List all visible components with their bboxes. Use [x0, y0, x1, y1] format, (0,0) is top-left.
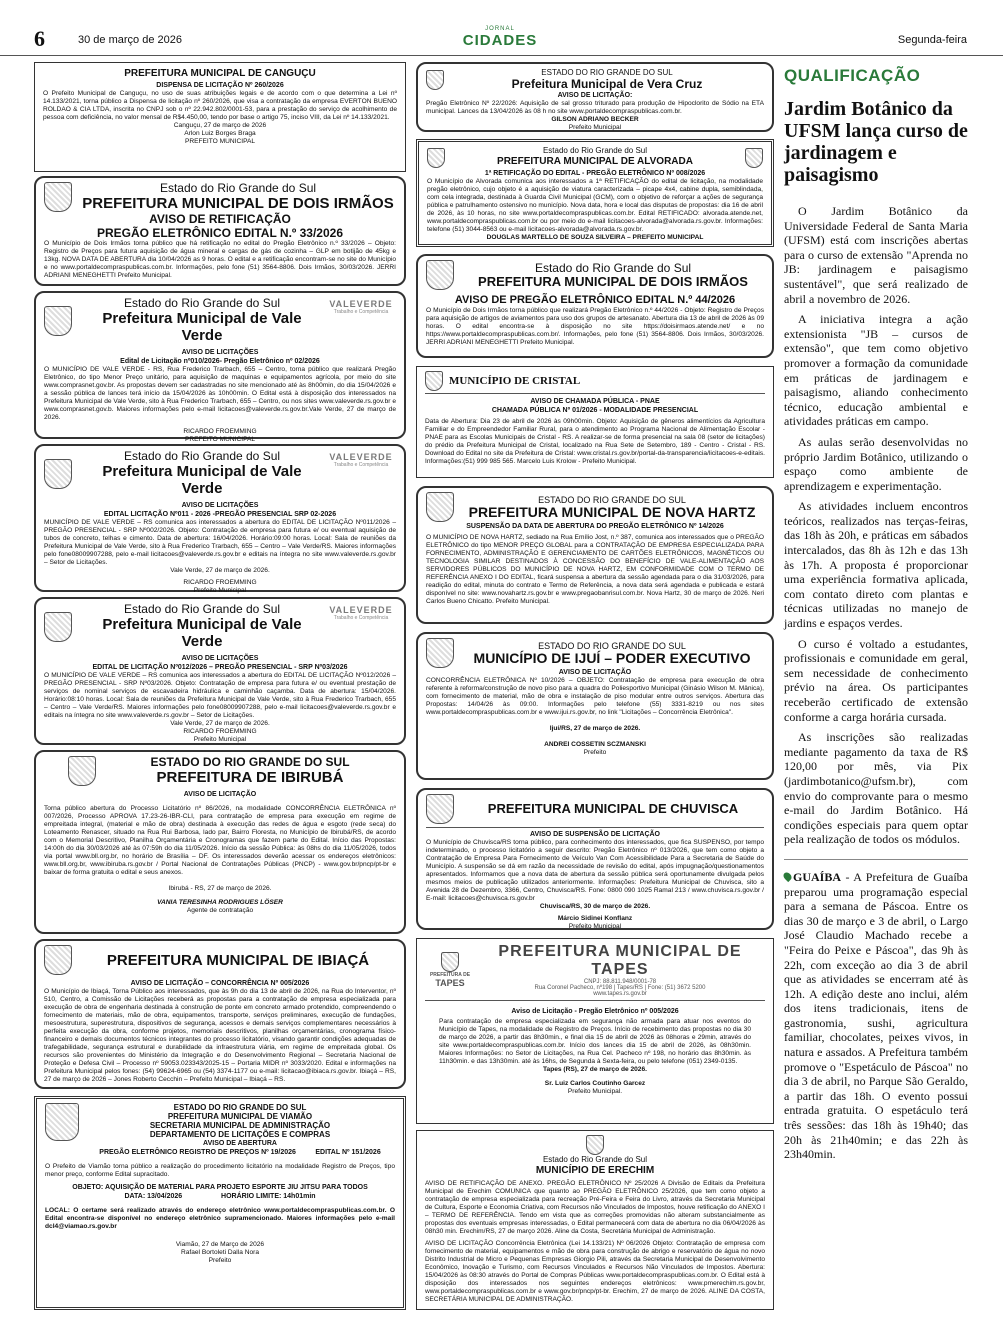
- notice-signer: GILSON ADRIANO BECKER: [551, 116, 639, 123]
- municipal-crest-icon: [426, 492, 454, 522]
- notice-body: Para contratação de empresa especializada em segurança não armada para atuar nos eventos do Município de Tapes, na modalidade de Registro de Preços. Início de recebimento das propostas no dia 30 de março de 2026, a partir das 8h30min., e final dia 15 de abril de 2026 às 08horas e 29min, através do site www.portaldecompraspublicas.com.br. Início dos lances dia 15 de abril de 2026, às 08h30min. Maiores Informações: no Setor de Licitações, na Rua Cel. Pacheco nº 198, no horário das 8h30min. às 11h30min. e das 13h30min. até às 16hs, de Segunda à Sexta-feira, ou pelo telefone (051) 2349-0135.: [439, 1018, 751, 1065]
- notice-title: Prefeitura Municipal de Vale Verde: [102, 310, 302, 344]
- notice-title: Prefeitura Municipal de Vale Verde: [102, 463, 302, 497]
- notice-subtitle: SUSPENSÃO DA DATA DE ABERTURA DO PREGÃO ELETRÔNICO Nº 14/2026: [466, 523, 724, 530]
- municipal-crest-icon: [426, 260, 454, 290]
- notice-body: O Prefeito de Viamão torna público a realização do procedimento licitatório na modalidade Registro de Preços, tipo menor preço, conforme Edital supracitado.: [45, 1163, 395, 1178]
- header-weekday: Segunda-feira: [897, 34, 967, 46]
- logo-small: JORNAL: [485, 26, 515, 32]
- notice-cangucu: [34, 62, 406, 172]
- notice-line: AVISO DE ABERTURA: [203, 1140, 277, 1147]
- notice-title: PREFEITURA MUNICIPAL DE CHUVISCA: [487, 801, 739, 816]
- notice-role: PREFEITO MUNICIPAL: [184, 138, 256, 145]
- notice-ijui: [416, 632, 774, 780]
- notice-signer: DOUGLAS MARTELLO DE SOUZA SILVEIRA – PREFEITO MUNICIPAL: [486, 234, 704, 241]
- notice-state: ESTADO DO RIO GRANDE DO SUL: [538, 641, 686, 651]
- notice-date: Ijuí/RS, 27 de março de 2026.: [549, 725, 641, 732]
- notice-role: Prefeito Municipal: [193, 587, 247, 594]
- notice-ibiaca: [34, 939, 406, 1089]
- section-title: QUALIFICAÇÃO: [784, 66, 921, 85]
- notice-subtitle: EDITAL LICITAÇÃO Nº011 - 2026 -PREGÃO PRESENCIAL SRP 02-2026: [103, 511, 337, 518]
- notice-subtitle: AVISO DE LICITAÇÃO:: [557, 92, 633, 99]
- notice-state: Estado do Rio Grande do Sul: [123, 602, 281, 616]
- notice-title: PREFEITURA MUNICIPAL DE IBIAÇÁ: [106, 951, 370, 969]
- notice-subtitle: PREGÃO ELETRÔNICO EDITAL N.º 33/2026: [97, 226, 343, 240]
- notice-title: PREFEITURA MUNICIPAL DE VIAMÃO: [167, 1112, 313, 1121]
- notice-vale-verde-011: [34, 444, 406, 592]
- notice-nova-hartz: [416, 486, 774, 624]
- notice-vale-verde-012: [34, 597, 406, 745]
- notice-dois-irmaos-33: [34, 176, 406, 286]
- brief-paragraph: [784, 870, 968, 1162]
- notice-state: Estado do Rio Grande do Sul: [542, 1155, 648, 1164]
- notice-subtitle: Aviso de Licitação - Pregão Eletrônico nº 005/2026: [511, 1008, 679, 1015]
- notice-state: Estado do Rio Grande do Sul: [534, 260, 692, 275]
- logo-big: CIDADES: [462, 32, 538, 49]
- notice-cristal: [416, 366, 774, 478]
- notice-subtitle: AVISO DE LICITAÇÃO: [558, 669, 632, 676]
- notice-body: O MUNICÍPIO DE VALE VERDE – RS comunica aos interessados a abertura do EDITAL DE LICITAÇÃO Nº012/2026 – PREGÃO PRESENCIAL - SRP Nº03/2026. Objeto: Contratação de empresa para futura e/ ou eventual prestação de serviços de nominal serviços de escavadeira hidráulica e caminhão caçamba. Data de abertura: 15/04/2026. Horário:08:10 horas. Local: Sala de reuniões da Prefeitura Municipal de Vale Verde, sito à Rua Frederico Trarbach, 655 – Centro – Vale Verde/RS. Maiores informações pelo fone08009907288, pelo e-mail licitacoes@valeverde.rs.gov.br e editais na íntegra no site www.valeverde.rs.gov.br – Setor de Licitações.: [44, 672, 396, 719]
- article-paragraph: O curso é voltado a estudantes, profissionais e comunidade em geral, sem necessidade de conhecimento prévio na área. Os participantes receberão certificado de extensão conforme a carga horária cursada.: [784, 636, 968, 724]
- notice-subtitle: AVISO DE CHAMADA PÚBLICA - PNAE: [530, 398, 660, 405]
- notice-title: PREFEITURA MUNICIPAL DE TAPES: [498, 943, 742, 978]
- tapes-logo: PREFEITURA DE TAPES: [425, 952, 475, 988]
- municipal-crest-icon: [427, 148, 445, 168]
- notice-title: PREFEITURA MUNICIPAL DE CANGUÇU: [124, 68, 316, 79]
- notice-subtitle: AVISO DE LICITAÇÕES: [181, 655, 259, 662]
- notice-subtitle: Edital de Licitação nº010/2026- Pregão Eletrônico nº 02/2026: [120, 358, 320, 365]
- notice-title: PREFEITURA MUNICIPAL DE ALVORADA: [497, 156, 693, 167]
- notice-role: Prefeito Municipal: [568, 124, 622, 131]
- municipal-crest-icon: [44, 306, 72, 336]
- municipal-crest-icon: [44, 459, 72, 489]
- notice-subtitle: AVISO DE SUSPENSÃO DE LICITAÇÃO: [529, 831, 661, 838]
- brief-place: GUAÍBA: [793, 869, 842, 884]
- notice-title: Prefeitura Municipal de Vera Cruz: [511, 77, 703, 91]
- notice-erechim: [416, 1130, 774, 1310]
- notice-contact: www.tapes.rs.gov.br: [593, 991, 647, 997]
- notice-body: O Prefeito Municipal de Canguçu, no uso de suas atribuições legais e de acordo com o que determina a Lei nº 14.133/2021, torna público a Dispensa de licitação nº 260/2026, que visa a contratação da empresa EVERTON BUENO ROLDAO & CIA LTDA, inscrita no CNPJ sob o nº 22.942.802/0001-53, para a prestação do serviço de acolhimento de pessoa com deficiência, no valor mensal de R$4.450,00, tendo por base o artigo 75, inciso VIII, da Lei nº 14.133/2021.: [43, 90, 397, 121]
- notice-vera-cruz: [416, 62, 774, 132]
- notice-subtitle: AVISO DE LICITAÇÕES: [181, 502, 259, 509]
- notice-alvorada: [416, 139, 774, 247]
- notice-subtitle: EDITAL DE LICITAÇÃO Nº012/2026 – PREGÃO PRESENCIAL - SRP Nº03/2026: [92, 664, 348, 671]
- notice-viamao: [34, 1096, 406, 1310]
- notice-title: Prefeitura Municipal de Vale Verde: [102, 616, 302, 650]
- notice-title: MUNICÍPIO DE CRISTAL: [449, 375, 581, 387]
- notice-contact: CNPJ: 88.811.948/0001-78: [583, 979, 657, 985]
- notice-line: ESTADO DO RIO GRANDE DO SUL: [173, 1103, 307, 1112]
- tapes-letterhead: [425, 943, 765, 1001]
- notice-body: O Município de Dois Irmãos torna público que realizará Pregão Eletrônico n.º 44/2026 - Objeto: Registro de Preços para aquisição de artigos de aviamentos para uso dos grupos de artesanato. Abertura dia 13 de abril de 2026 às 09 horas. O edital encontra-se à disposição no site https://doisirmaos.atende.net/ e no https://www.portaldecompraspublicas.com.br/. Informações, pelo fone (51) 3564-8806. Dois Irmãos, 30/03/2026. JERRI ADRIANI MENEGHETTI Prefeito Municipal.: [426, 307, 764, 346]
- notice-line: DEPARTAMENTO DE LICITAÇÕES E COMPRAS: [149, 1130, 331, 1139]
- header-date: 30 de março de 2026: [78, 34, 182, 46]
- notice-line: SECRETARIA MUNICIPAL DE ADMINISTRAÇÃO: [149, 1121, 331, 1130]
- notice-title: PREFEITURA MUNICIPAL DE DOIS IRMÃOS: [82, 195, 394, 212]
- erechim-head: [425, 1135, 765, 1178]
- notice-body: O MUNICÍPIO DE NOVA HARTZ, sediado na Rua Emílio Jost, n.º 387, comunica aos interessados que o PREGÃO ELETRÔNICO do tipo MENOR PREÇO GLOBAL para a CONTRATAÇÃO DE EMPRESA ESPECIALIZADA PARA FORNECIMENTO, ADMINISTRAÇÃO E GERENCIAMENTO DE CARTÕES ELETRÔNICOS, MAGNÉTICOS OU TECNOLOGIA SIMILAR DESTINADOS À CONCESSÃO DO BENEFÍCIO DE VALE-ALIMENTAÇÃO AOS SERVIDORES PÚBLICOS DO MUNICÍPIO DE NOVA HARTZ, EM CONFORMIDADE COM O TERMO DE REFERÊNCIA ANEXO I DO EDITAL, ficará suspensa a abertura da sessão agendada para o dia 31/03/2026, para readição do edital, minuta do contrato e Termo de Referência, a nova data será agendada e publicada e estará disponível no site: www.novahartz.rs.gov.br e www.pregaobanrisul.com.br. Nova Hartz, 30 de março de 2026. Neri Carlos Bueno Chicatto. Prefeito Municipal.: [426, 534, 764, 605]
- guard-emblem-icon: [745, 148, 763, 168]
- notice-state: Estado do Rio Grande do Sul: [542, 146, 648, 155]
- notice-signer: VANIA TERESINHA RODRIGUES LÖSER: [157, 899, 283, 906]
- notice-date: Chuvisca/RS, 30 de março de 2026.: [539, 903, 651, 910]
- municipal-crest-icon: [44, 182, 72, 212]
- notice-state: Estado do Rio Grande do Sul: [123, 296, 281, 310]
- notice-signer: RICARDO FROEMMING: [183, 579, 257, 586]
- notice-state: Estado do Rio Grande do Sul: [123, 449, 281, 463]
- notice-role: Prefeito Municipal: [568, 923, 622, 930]
- article-paragraph: As aulas serão desenvolvidas no próprio Jardim Botânico, utilizando o espaço como ambiente de aprendizagem e experimentação.: [784, 434, 968, 493]
- notice-date: Vale Verde, 27 de março de 2026.: [170, 720, 270, 727]
- notice-date: Vale Verde, 27 de março de 2026.: [170, 567, 270, 574]
- notice-body: O Município de Ibiaçá, Torna Público aos interessados, que às 9h do dia 13 de abril de 2026, na Rua do Interventor, nº 510, Centro, a Comissão de Licitações receberá as propostas para a contratação de empresa especializada para execução de obra de engenharia destinada à construção de ponte em concreto armado protendido, compreendendo o fornecimento de materiais, mão de obra, equipamentos, transporte, serviços preliminares, execução de fundações, mesoestrutura, superestrutura, dispositivos de segurança, acessos e demais serviços complementares necessários à perfeita execução da obra, conforme projetos, memoriais descritivos, planilhas orçamentárias, cronograma físico-financeiro e demais documentos técnicos integrantes do processo licitatório, visando garantir condições adequadas de trafegabilidade, segurança estrutural e durabilidade da infraestrutura viária, em regime de empreitada global. Os recursos são provenientes do Ministério da Integração e do Desenvolvimento Regional – Secretaria Nacional de Proteção e Defesa Civil – Processo nº 59053.023343/2025-15 – Portaria MIDR nº 3033/2020. Edital e informações na Prefeitura Municipal pelos fones: (54) 99624-6965 ou (54) 3374-1177 ou e-mail: licitacao@ibiaca.rs.gov.br. Ibiaçá – RS, 27 de março de 2026 – Jones Roberto Cecchin – Prefeito Municipal – Ibiaçá – RS.: [44, 988, 396, 1083]
- notice-body: AVISO DE LICITAÇÃO Concorrência Eletrônica (Lei 14.133/21) Nº 06/2026 Objeto: Contratação de empresa com fornecimento de material, equipamentos e mão de obra para construção de abrigo e reservatório de água no novo Distrito Industrial de Micro e Pequenas Empresas Giorgio Pili, através da Secretaria Municipal de Desenvolvimento Econômico, Inovação e Turismo, com Recursos Vinculados e Recursos Não Vinculados de Impostos. Abertura: 15/04/2026 às 08:30 através do Portal de Compras Públicas www.portaldecompraspublicas.com.br. O Edital está à disposição dos interessados nos seguintes endereços eletrônicos: www.pmerechim.rs.gov.br, www.portaldecompraspublicas.com.br e www.gov.br/pncp/pt-br. Erechim, 27 de março de 2026. ALINE DA COSTA, SECRETÁRIA MUNICIPAL DE ADMINISTRAÇÃO.: [425, 1240, 765, 1303]
- notice-subtitle: 1ª RETIFICAÇÃO DO EDITAL - PREGÃO ELETRÔNICO Nº 008/2026: [484, 170, 706, 177]
- notice-state: ESTADO DO RIO GRANDE DO SUL: [538, 495, 686, 505]
- notice-title: MUNICÍPIO DE IJUÍ – PODER EXECUTIVO: [473, 650, 751, 666]
- notice-body: O Município de Chuvisca/RS torna público, para conhecimento dos interessados, que fica SUSPENSO, por tempo indeterminado, o processo licitatório a seguir descrito: Pregão Eletrônico nº 013/2026, que tem como objeto a Contratação de Empresa Para Fornecimento de Veículo Van Com Acessibilidade Para a Secretaria de Saúde do Município. A suspensão se dá em razão da necessidade de revisão do edital, após impugnação/questionamentos apresentados. Informamos que a nova data de abertura da sessão pública será oportunamente divulgada pelos mesmos meios de publicação utilizados anteriormente. Informações: Prefeitura Municipal de Chuvisca, sito a Avenida 28 de Dezembro, 3366, Centro, Chuvisca/RS. Fone: 0800 090 1025 Ramal 213 / www.chuvisca.rs.gov.br / E-mail: licitacoes@chuvisca.rs.gov.br: [426, 839, 764, 902]
- notice-signer: RICARDO FROEMMING: [183, 728, 257, 735]
- municipal-crest-icon: [45, 1103, 79, 1141]
- notice-local: LOCAL: O certame será realizado através do endereço eletrônico www.portaldecompraspublicas.com.br. O Edital encontra-se disponível no endereço eletrônico supramencionado. Maiores informações pelo e-mail dcl4@viamao.rs.gov.br: [45, 1207, 395, 1230]
- notice-subtitle: DISPENSA DE LICITAÇÃO Nº 260/2026: [156, 82, 284, 89]
- notice-subtitle: AVISO DE PREGÃO ELETRÔNICO EDITAL N.º 44/2026: [454, 294, 736, 306]
- municipal-crest-icon: [44, 945, 72, 975]
- notice-body: O Município de Alvorada comunica aos interessados a 1ª RETIFICAÇÃO do edital de licitação, na modalidade pregão eletrônico, cujo objeto é a aquisição de viatura caracterizada – picape 4x4, cabine dupla, semiblindada, com cela integrada, destinada à Guarda Civil Municipal (GCM), com o objetivo de reforçar a ações de segurança pública e patrulhamento ostensivo no município. Nova data, hora e local das disputas de propostas: dia 16 de abril de 2026, às 10 horas, no site www.portaldecompraspublicas.com.br. Edital RETIFICADO: alvorada.atende.net, www.portaldecompraspublicas.com.br ou por meio do e-mail licitacoes-alvorada@alvorada.rs.gov.br. Informações: telefone (51) 3044-8563 ou e-mail licitacoes-alvorada@alvorada.rs.gov.br.: [427, 178, 763, 233]
- article-divider: [784, 859, 968, 860]
- notice-body: AVISO DE RETIFICAÇÃO DE ANEXO. PREGÃO ELETRÔNICO Nº 25/2026 A Divisão de Editais da Prefeitura Municipal de Erechim COMUNICA que quanto ao PREGÃO ELETRÔNICO 25/2026, que tem como objeto a contratação de empresa especializada para recreação Pré-Feira e Feira do Livro, através da Secretaria Municipal de Cultura, Esporte e Economia Criativa, com Recursos não Vinculados de Impostos, houve retificação do ANEXO I – TERMO DE REFERÊNCIA. Tendo em vista que as correções promovidas não alteram substancialmente as propostas dos eventuais empresas interessadas, o Edital permanecerá com data de abertura no dia 06/04/2026 às 08h30 min. Erechim/RS, 27 de março 2026. Aline da Costa, Secretária Municipal de Administração.: [425, 1180, 765, 1235]
- article-paragraph: As inscrições são realizadas mediante pagamento da taxa de R$ 120,00 por mês, via Pix (jardimbotanico@ufsm.br), com envio do comprovante para o mesmo e-mail do Jardim Botânico. Há condições especiais para quem optar pela realização de todos os módulos.: [784, 730, 968, 847]
- notice-role: PREFEITO MUNICIPAL: [184, 436, 256, 443]
- municipal-crest-icon: [425, 371, 443, 391]
- article-paragraph: O Jardim Botânico da Universidade Federal de Santa Maria (UFSM) está com inscrições abertas para o curso de extensão "Aprenda no JB: jardinagem e paisagismo sustentável", que será realizado de abril a novembro de 2026.: [784, 204, 968, 306]
- municipal-crest-icon: [441, 952, 459, 972]
- notice-state: Estado do Rio Grande do Sul: [159, 181, 317, 195]
- notice-body: O Município de Dois Irmãos torna público que há retificação no edital do Pregão Eletrônico n.º 33/2026 – Objeto: Registro de Preços para futura aquisição de água mineral e cargas de gás de cozinha – GLP em botijão de 45kg e 13kg. NOVA DATA DE ABERTURA dia 10/04/2026 as 9 horas. O edital e a retificação encontram-se no site do Município e no www.portaldecompraspublicas.com.br. Informações, pelo fone (51) 3564-8806. Dois Irmãos, 30/03/2026. JERRI ADRIANI MENEGHETTI Prefeito Municipal.: [44, 240, 396, 279]
- notice-vale-verde-010: [34, 291, 406, 443]
- notice-line: PREGÃO ELETRÔNICO REGISTRO DE PREÇOS Nº 19/2026 EDITAL Nº 151/2026: [99, 1149, 381, 1156]
- notice-body: Torna público abertura do Processo Licitatório nº 86/2026, na modalidade CONCORRÊNCIA ELETRÔNICA nº 007/2026, Processo APROVA 17.23-26-IBR-CLI, para contratação de empresa para execução em regime de empreitada integral, (material e mão de obra) destinada à execução das redes de água e esgoto (rede seca) do Loteamento Renascer, situado na Rua Rui Barbosa, lado par, Bairro Floresta, no Município de Ibirubá/RS, de acordo com o Memorial Descritivo, Planilha Orçamentária e Cronogramas que fazem parte do Edital. Início das Propostas: 14:00h do dia 30/03/2026 até às 07:59h do dia 11/05/2026. Início da sessão Pública: às 08hs do dia 11/05/2026, todos via portal www.bll.org.br, no horário de Brasília – DF. Os interessados deverão acessar os endereços eletrônicos: www.bll.org.br, www.ibiruba.rs.gov.br / Portal Nacional de Contratações Públicas (PNCP) - www.gov.br/pncp/pt-br e baixar de forma gratuita o edital e seus anexos.: [44, 805, 396, 876]
- article-paragraph: As atividades incluem encontros teóricos, realizados nas terças-feiras, das 18h às 20h, e práticas em sábados intercalados, das 8h às 12h e das 13h às 17h. A proposta é proporcionar uma experiência formativa aplicada, com contato direto com plantas e técnicas utilizadas no manejo de jardins e espaços verdes.: [784, 499, 968, 631]
- notice-subtitle: CHAMADA PÚBLICA Nº 01/2026 - MODALIDADE PRESENCIAL: [491, 407, 699, 414]
- notice-body: CONCORRÊNCIA ELETRÔNICA Nº 10/2026 – OBJETO: Contratação de empresa para execução de obra referente à reforma/construção de novo piso para a quadra do Poliesportivo Municipal (Ginásio Wilson M. Mânica), com fornecimento de material, mão de obra e instalação de piso modular entre outros serviços. Abertura das Propostas: 14/04/26 às 09:00. Informações pelo telefone (55) 3331-8219 ou nos sites www.portaldecompraspublicas.com.br e www.ijui.rs.gov.br, no link "Licitações – Concorrência Eletrônica".: [426, 677, 764, 716]
- municipal-crest-icon: [68, 756, 96, 786]
- notice-signer: RICARDO FROEMMING: [183, 428, 257, 435]
- vale-verde-logo: VALEVERDE Trabalho e Competência: [329, 452, 393, 468]
- notice-role: Prefeito Municipal: [193, 736, 247, 743]
- notice-state: ESTADO DO RIO GRANDE DO SUL: [541, 68, 673, 77]
- notice-title: PREFEITURA MUNICIPAL DE NOVA HARTZ: [468, 504, 756, 520]
- vale-verde-logo: VALEVERDE Trabalho e Competência: [329, 299, 393, 315]
- notice-role: Prefeito: [208, 1257, 232, 1264]
- notice-body: O MUNICÍPIO DE VALE VERDE - RS, Rua Frederico Trarbach, 655 – Centro, torna público que realizará Pregão Eletrônico, do tipo Menor Preço unitário, para aquisição de maquinas e equipamentos agrícola, por meio do site www.comprasnet.gov.br. As propostas devem ser cadastradas no site mencionado até às 8h00min, do dia 15/04/2026 e a sessão pública de lances terá início da 15/04/2026 às 10h00min. O Edital está à disposição dos interessados na Prefeitura Municipal de Vale Verde, sito à Rua Frederico Trarbach, 655 – Centro, ou nos sites www.valeverde.rs.gov.br e www.comprasnet.gov.b. Maiores informações pelo e-mail licitacoes@valeverde.rs.gov.br.Vale Verde, 27 de março de 2026.: [44, 366, 396, 421]
- news-article: [784, 66, 968, 1162]
- notice-body: MUNICÍPIO DE VALE VERDE – RS comunica aos interessados a abertura do EDITAL DE LICITAÇÃO Nº011/2026 – PREGÃO PRESENCIAL - SRP Nº002/2026. Objeto: Contratação de empresa para futura e/ ou eventual aquisição de tubos de concreto, telhas e cimento. Data de abertura: 16/04/2026. Horário:09:00 horas. Local: Sala de reuniões da Prefeitura Municipal de Vale Verde, sito à Rua Frederico Trarbach, 655 – Centro – Vale Verde/RS. Maiores informações pelo fone08009907288, pelo e-mail licitacoes@valeverde.rs.gov.br e editais na íntegra no site www.valeverde.rs.gov.br – Setor de Licitações.: [44, 519, 396, 566]
- notice-tapes: [416, 938, 774, 1124]
- municipal-crest-icon: [426, 70, 444, 90]
- notice-signer: Arlon Luiz Borges Braga: [184, 130, 256, 137]
- municipal-crest-icon: [586, 1135, 604, 1155]
- municipal-crest-icon: [426, 638, 454, 668]
- notice-role: Prefeito Municipal.: [567, 1088, 623, 1095]
- notice-subtitle: AVISO DE LICITAÇÃO – CONCORRÊNCIA Nº 005/2026: [130, 980, 310, 987]
- notice-role: Agente de contratação: [186, 907, 254, 914]
- notice-signer: Sr. Luiz Carlos Coutinho Garcez: [544, 1080, 646, 1087]
- vale-verde-logo: VALEVERDE Trabalho e Competência: [329, 605, 393, 621]
- notice-title: PREFEITURA MUNICIPAL DE DOIS IRMÃOS: [478, 273, 748, 289]
- notice-dois-irmaos-44: [416, 254, 774, 358]
- notice-contact: Rua Coronel Pacheco, nº198 | Tapes/RS | Fone: (51) 3672 5200: [534, 985, 706, 991]
- newspaper-logo: [440, 26, 560, 50]
- notice-role: Prefeito: [583, 749, 607, 756]
- page-number: 6: [34, 26, 45, 51]
- notice-title: PREFEITURA DE IBIRUBÁ: [156, 769, 344, 786]
- notice-object: OBJETO: AQUISIÇÃO DE MATERIAL PARA PROJETO ESPORTE JIU JITSU PARA TODOS: [72, 1184, 368, 1191]
- notice-signer: Rafael Bortoleti Dalla Nora: [180, 1249, 260, 1256]
- notice-subtitle: AVISO DE LICITAÇÃO: [183, 791, 257, 798]
- brief-text: - A Prefeitura de Guaíba preparou uma programação especial para a semana de Páscoa. Entre os dias 30 de março e 3 de abril, o Largo José Claudio Machado recebe a "Feira do Peixe e Páscoa", das 9h às 22h, com exceção ao dia 3 de abril que as atividades se encerram até às 12h. A edição deste ano inclui, além dos itens tradicionais, itens de gastronomia, sushi, agricultura familiar, chocolates, peixes vivos, in natura e assados. A Prefeitura também promove o "Espetáculo de Páscoa" no dia 3 de abril, no Parque São Geraldo, a partir das 18h. O evento possui entrada gratuita. O espetáculo terá três sessões: das 18h às 19h40; das 20h às 21h40min; e das 22h às 23h40min.: [784, 869, 968, 1162]
- notice-subtitle: AVISO DE LICITAÇÕES: [181, 349, 259, 356]
- location-pin-icon: [782, 871, 793, 882]
- municipal-crest-icon: [44, 612, 72, 642]
- notice-subtitle: AVISO DE RETIFICAÇÃO: [149, 212, 291, 226]
- notice-title: MUNICÍPIO DE ERECHIM: [535, 1165, 655, 1176]
- notice-date: Ibirubá - RS, 27 de março de 2026.: [168, 885, 272, 892]
- article-headline: Jardim Botânico da UFSM lança curso de jardinagem e paisagismo: [784, 98, 968, 186]
- municipal-crest-icon: [426, 794, 454, 824]
- notice-ibiruba: [34, 750, 406, 934]
- notice-state: ESTADO DO RIO GRANDE DO SUL: [150, 755, 350, 769]
- notice-dates: DATA: 13/04/2026 HORÁRIO LIMITE: 14h01min: [124, 1193, 316, 1200]
- notice-date: Viamão, 27 de Março de 2026: [175, 1241, 265, 1248]
- notice-body: Pregão Eletrônico Nº 22/2026: Aquisição de sal grosso triturado para produção de Hipoclorito de Sódio na ETA municipal. Lances da 13/04/2026 às 08 h no site www.portaldecompraspublicas.com.br.: [426, 100, 764, 115]
- notice-body: Data de Abertura: Dia 23 de abril de 2026 às 09h00min. Objeto: Aquisição de gêneros alimentícios da Agricultura Familiar e do Empreendedor Familiar Rural, para o atendimento ao Programa Nacional de Alimentação Escolar - PNAE para as Escolas Municipais de Cristal - RS. A realizar-se de forma presencial na sala 08 (setor de licitações) do prédio da Prefeitura Municipal de Cristal, localizado na Rua Sete de Setembro, 189 - Centro - Cristal - RS. Download do Edital no site da Prefeitura de Cristal: www.cristal.rs.gov.br/portal-da-transparencia/licitacoes-e-editais. Informações:(51) 999 985 565. Marcelo Luis Krolow - Prefeito Municipal.: [425, 418, 765, 465]
- page-header: [0, 0, 1003, 56]
- notice-signer: ANDREI COSSETIN SCZMANSKI: [544, 741, 646, 748]
- notice-chuvisca: [416, 788, 774, 930]
- notice-signer: Márcio Sidinei Konflanz: [557, 915, 633, 922]
- notice-date: Canguçu, 27 de março de 2026: [173, 122, 267, 129]
- notice-date: Tapes (RS), 27 de março de 2026.: [543, 1066, 647, 1073]
- article-paragraph: A iniciativa integra a ação extensionista "JB – cursos de extensão", que tem como objetivo promover a formação da comunidade em práticas de jardinagem e paisagismo, aliando conhecimento técnico, educação ambiental e atividades práticas em campo.: [784, 312, 968, 429]
